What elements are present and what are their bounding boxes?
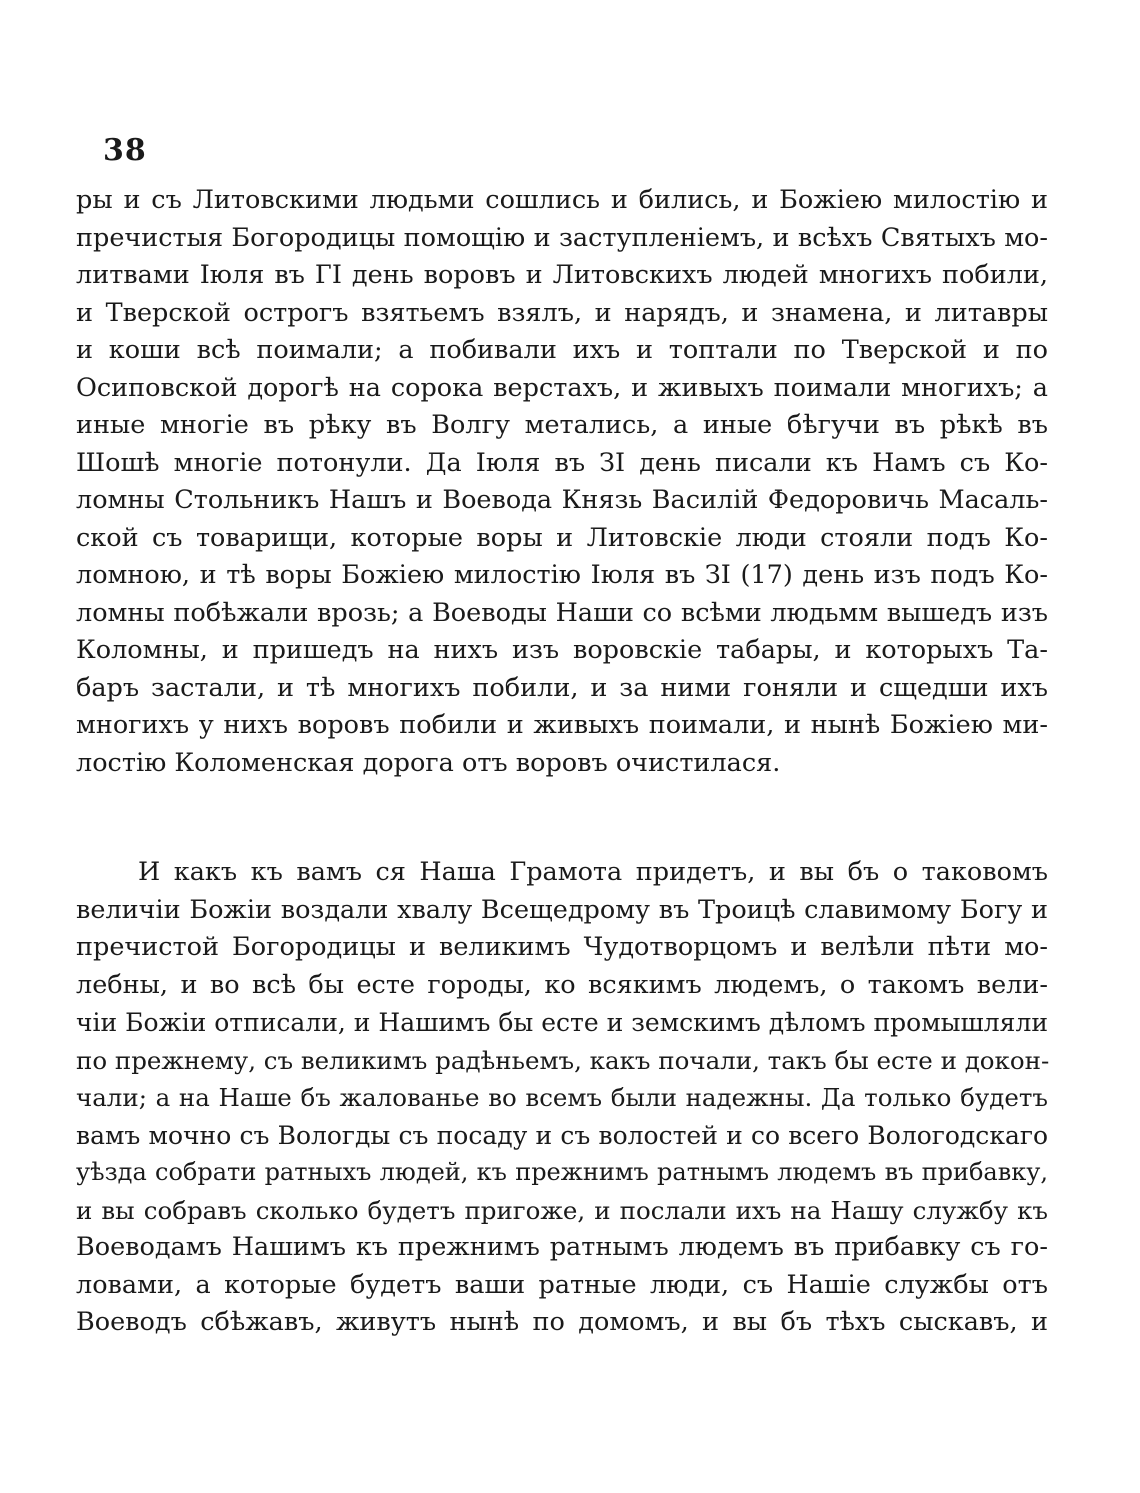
text-line: ловами, а которые будетъ ваши ратные люди, съ Нашіе службы отъ <box>76 1269 1048 1300</box>
text-line: пречистыя Богородицы помощію и заступленіемъ, и всѣхъ Святыхъ мо- <box>76 222 1048 253</box>
text-line: уѣзда собрати ратныхъ людей, къ прежнимъ ратнымъ людемъ въ прибавку, <box>76 1158 1048 1186</box>
text-line: и Тверской острогъ взятьемъ взялъ, и нарядъ, и знамена, и литавры <box>76 297 1048 328</box>
text-line: Воеводамъ Нашимъ къ прежнимъ ратнымъ людемъ въ прибавку съ го- <box>76 1232 1048 1262</box>
text-line: ломною, и тѣ воры Божіею милостію Іюля въ ЗІ (17) день изъ подъ Ко- <box>76 560 1048 590</box>
text-line: баръ застали, и тѣ многихъ побили, и за ними гоняли и сщедши ихъ <box>76 672 1048 703</box>
text-line: ры и съ Литовскими людьми сошлись и бились, и Божіею милостію и <box>76 185 1048 215</box>
paragraph-2 <box>76 854 1048 1342</box>
text-line: лебны, и во всѣ бы есте городы, ко всякимъ людемъ, о такомъ вели- <box>76 969 1048 1000</box>
text-line: литвами Іюля въ ГІ день воровъ и Литовскихъ людей многихъ побили, <box>76 260 1048 290</box>
text-line: пречистой Богородицы и великимъ Чудотворцомъ и велѣли пѣти мо- <box>76 932 1048 962</box>
text-line: Коломны, и пришедъ на нихъ изъ воровскіе табары, и которыхъ Та- <box>76 635 1048 665</box>
text-line: многихъ у нихъ воровъ побили и живыхъ поимали, и нынѣ Божіею ми- <box>76 710 1048 740</box>
text-line: И какъ къ вамъ ся Наша Грамота придетъ, и вы бъ о таковомъ <box>138 857 1048 887</box>
text-line: Воеводъ сбѣжавъ, живутъ нынѣ по домомъ, и вы бъ тѣхъ сыскавъ, и <box>76 1307 1048 1337</box>
text-line: по прежнему, съ великимъ радѣньемъ, какъ почали, такъ бы есте и докон- <box>76 1045 1050 1075</box>
text-line: ломны Стольникъ Нашъ и Воевода Князь Василій Федоровичь Масаль- <box>76 485 1048 515</box>
text-line: и вы собравъ сколько будетъ пригоже, и послали ихъ на Нашу службу къ <box>76 1195 1048 1225</box>
text-line: иные многіе въ рѣку въ Волгу метались, а иные бѣгучи въ рѣкѣ въ <box>76 410 1048 440</box>
text-line: чали; а на Наше бъ жалованье во всемъ были надежны. Да только будетъ <box>76 1083 1048 1112</box>
text-line: ломны побѣжали врозь; а Воеводы Наши со всѣми людьмм вышедъ изъ <box>76 597 1048 628</box>
text-line: и коши всѣ поимали; а побивали ихъ и топтали по Тверской и по <box>76 335 1048 365</box>
page-number: 38 <box>103 133 147 168</box>
text-line: Осиповской дорогѣ на сорока верстахъ, и живыхъ поимали многихъ; а <box>76 372 1048 403</box>
text-line: лостію Коломенская дорога отъ воровъ очистилася. <box>76 747 781 778</box>
text-line: вамъ мочно съ Вологды съ посаду и съ волостей и со всего Вологодскаго <box>76 1120 1048 1150</box>
text-line: величіи Божіи воздали хвалу Всещедрому въ Троицѣ славимому Богу и <box>76 894 1048 925</box>
text-line: Шошѣ многіе потонули. Да Іюля въ ЗІ день писали къ Намъ съ Ко- <box>76 447 1048 478</box>
paragraph-1 <box>76 182 1048 782</box>
text-line: ской съ товарищи, которые воры и Литовскіе люди стояли подъ Ко- <box>76 522 1048 553</box>
text-line: чіи Божіи отписали, и Нашимъ бы есте и земскимъ дѣломъ промышляли <box>76 1008 1048 1037</box>
